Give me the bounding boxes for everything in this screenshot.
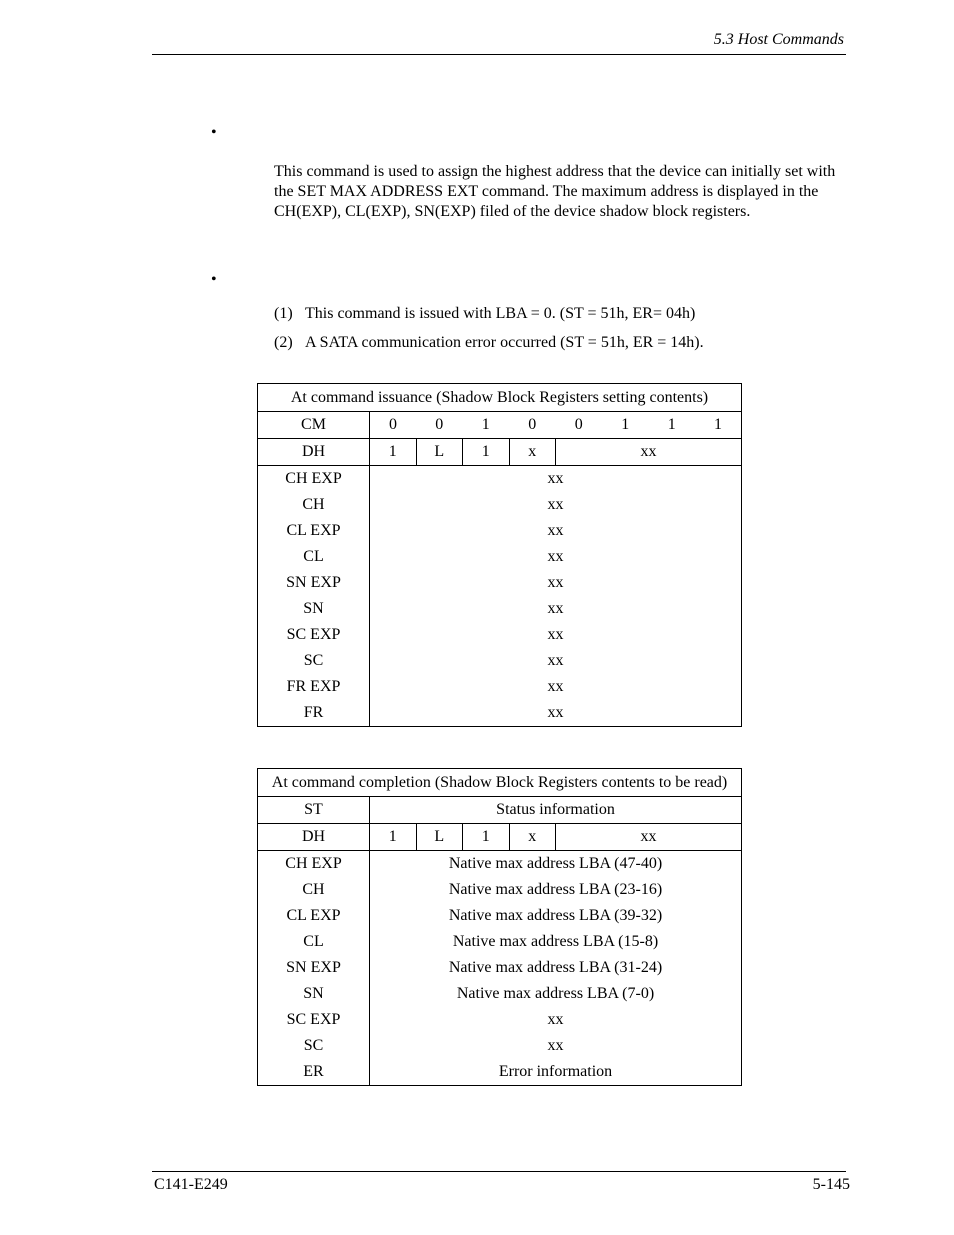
register-name: CL	[258, 929, 370, 955]
bit-value: 1	[463, 824, 510, 851]
register-value: xx	[370, 466, 742, 493]
register-name: SN	[258, 596, 370, 622]
bit-field-value: xx	[556, 439, 742, 466]
page-number: 5-145	[812, 1176, 850, 1193]
register-name: CM	[258, 412, 370, 439]
register-value: xx	[370, 1007, 742, 1033]
bit-value: x	[509, 439, 556, 466]
register-name: SC	[258, 1033, 370, 1059]
bit-field-value: xx	[556, 824, 742, 851]
register-value: Status information	[370, 797, 742, 824]
bit-value: 1	[602, 412, 649, 439]
bit-value: L	[416, 439, 463, 466]
register-name: FR	[258, 700, 370, 727]
register-name: DH	[258, 824, 370, 851]
table-caption: At command issuance (Shadow Block Registers setting contents)	[258, 384, 742, 412]
register-name: SC EXP	[258, 1007, 370, 1033]
bit-value: 1	[370, 824, 417, 851]
bit-value: 1	[463, 439, 510, 466]
register-value: xx	[370, 1033, 742, 1059]
error-condition-text: A SATA communication error occurred (ST = 51h, ER = 14h).	[305, 334, 704, 351]
bit-value: 0	[509, 412, 556, 439]
register-name: CL EXP	[258, 903, 370, 929]
register-name: DH	[258, 439, 370, 466]
table-caption: At command completion (Shadow Block Registers contents to be read)	[258, 769, 742, 797]
register-value: Native max address LBA (31-24)	[370, 955, 742, 981]
register-name: CL	[258, 544, 370, 570]
error-condition-number: (1)	[274, 305, 293, 322]
register-name: CH EXP	[258, 851, 370, 878]
footer-rule	[152, 1171, 846, 1172]
register-name: ER	[258, 1059, 370, 1086]
register-value: xx	[370, 518, 742, 544]
register-name: SN EXP	[258, 955, 370, 981]
register-value: Error information	[370, 1059, 742, 1086]
bit-value: 0	[370, 412, 417, 439]
header-rule	[152, 54, 846, 55]
command-description: This command is used to assign the highest address that the device can initially set with the SET MAX ADDRESS EXT command. The maximum address is displayed in the CH(EXP), CL(EXP), SN(EXP) filed of the device shadow block registers.	[274, 163, 836, 220]
bullet-marker: •	[211, 271, 217, 288]
register-value: Native max address LBA (15-8)	[370, 929, 742, 955]
register-name: ST	[258, 797, 370, 824]
bit-value: 0	[416, 412, 463, 439]
register-name: SC EXP	[258, 622, 370, 648]
register-value: Native max address LBA (7-0)	[370, 981, 742, 1007]
register-name: SN	[258, 981, 370, 1007]
error-condition-number: (2)	[274, 334, 293, 351]
bit-value: 0	[556, 412, 603, 439]
bit-value: 1	[649, 412, 696, 439]
register-name: CH	[258, 877, 370, 903]
bit-value: 1	[463, 412, 510, 439]
register-value: xx	[370, 622, 742, 648]
register-value: Native max address LBA (39-32)	[370, 903, 742, 929]
register-value: xx	[370, 674, 742, 700]
running-header: 5.3 Host Commands	[713, 31, 844, 48]
register-value: Native max address LBA (23-16)	[370, 877, 742, 903]
register-name: CH	[258, 492, 370, 518]
completion-register-table	[257, 768, 742, 1086]
bullet-marker: •	[211, 124, 217, 141]
register-name: CL EXP	[258, 518, 370, 544]
bit-value: 1	[695, 412, 742, 439]
register-name: SC	[258, 648, 370, 674]
register-name: CH EXP	[258, 466, 370, 493]
register-value: xx	[370, 544, 742, 570]
register-name: SN EXP	[258, 570, 370, 596]
register-value: Native max address LBA (47-40)	[370, 851, 742, 878]
bit-value: x	[509, 824, 556, 851]
register-value: xx	[370, 570, 742, 596]
bit-value: 1	[370, 439, 417, 466]
register-name: FR EXP	[258, 674, 370, 700]
register-value: xx	[370, 596, 742, 622]
error-condition	[274, 305, 695, 323]
document-id: C141-E249	[154, 1176, 228, 1193]
issuance-register-table	[257, 383, 742, 727]
error-condition-text: This command is issued with LBA = 0. (ST = 51h, ER= 04h)	[305, 305, 696, 322]
register-value: xx	[370, 648, 742, 674]
bit-value: L	[416, 824, 463, 851]
error-condition	[274, 334, 704, 352]
register-value: xx	[370, 700, 742, 727]
register-value: xx	[370, 492, 742, 518]
